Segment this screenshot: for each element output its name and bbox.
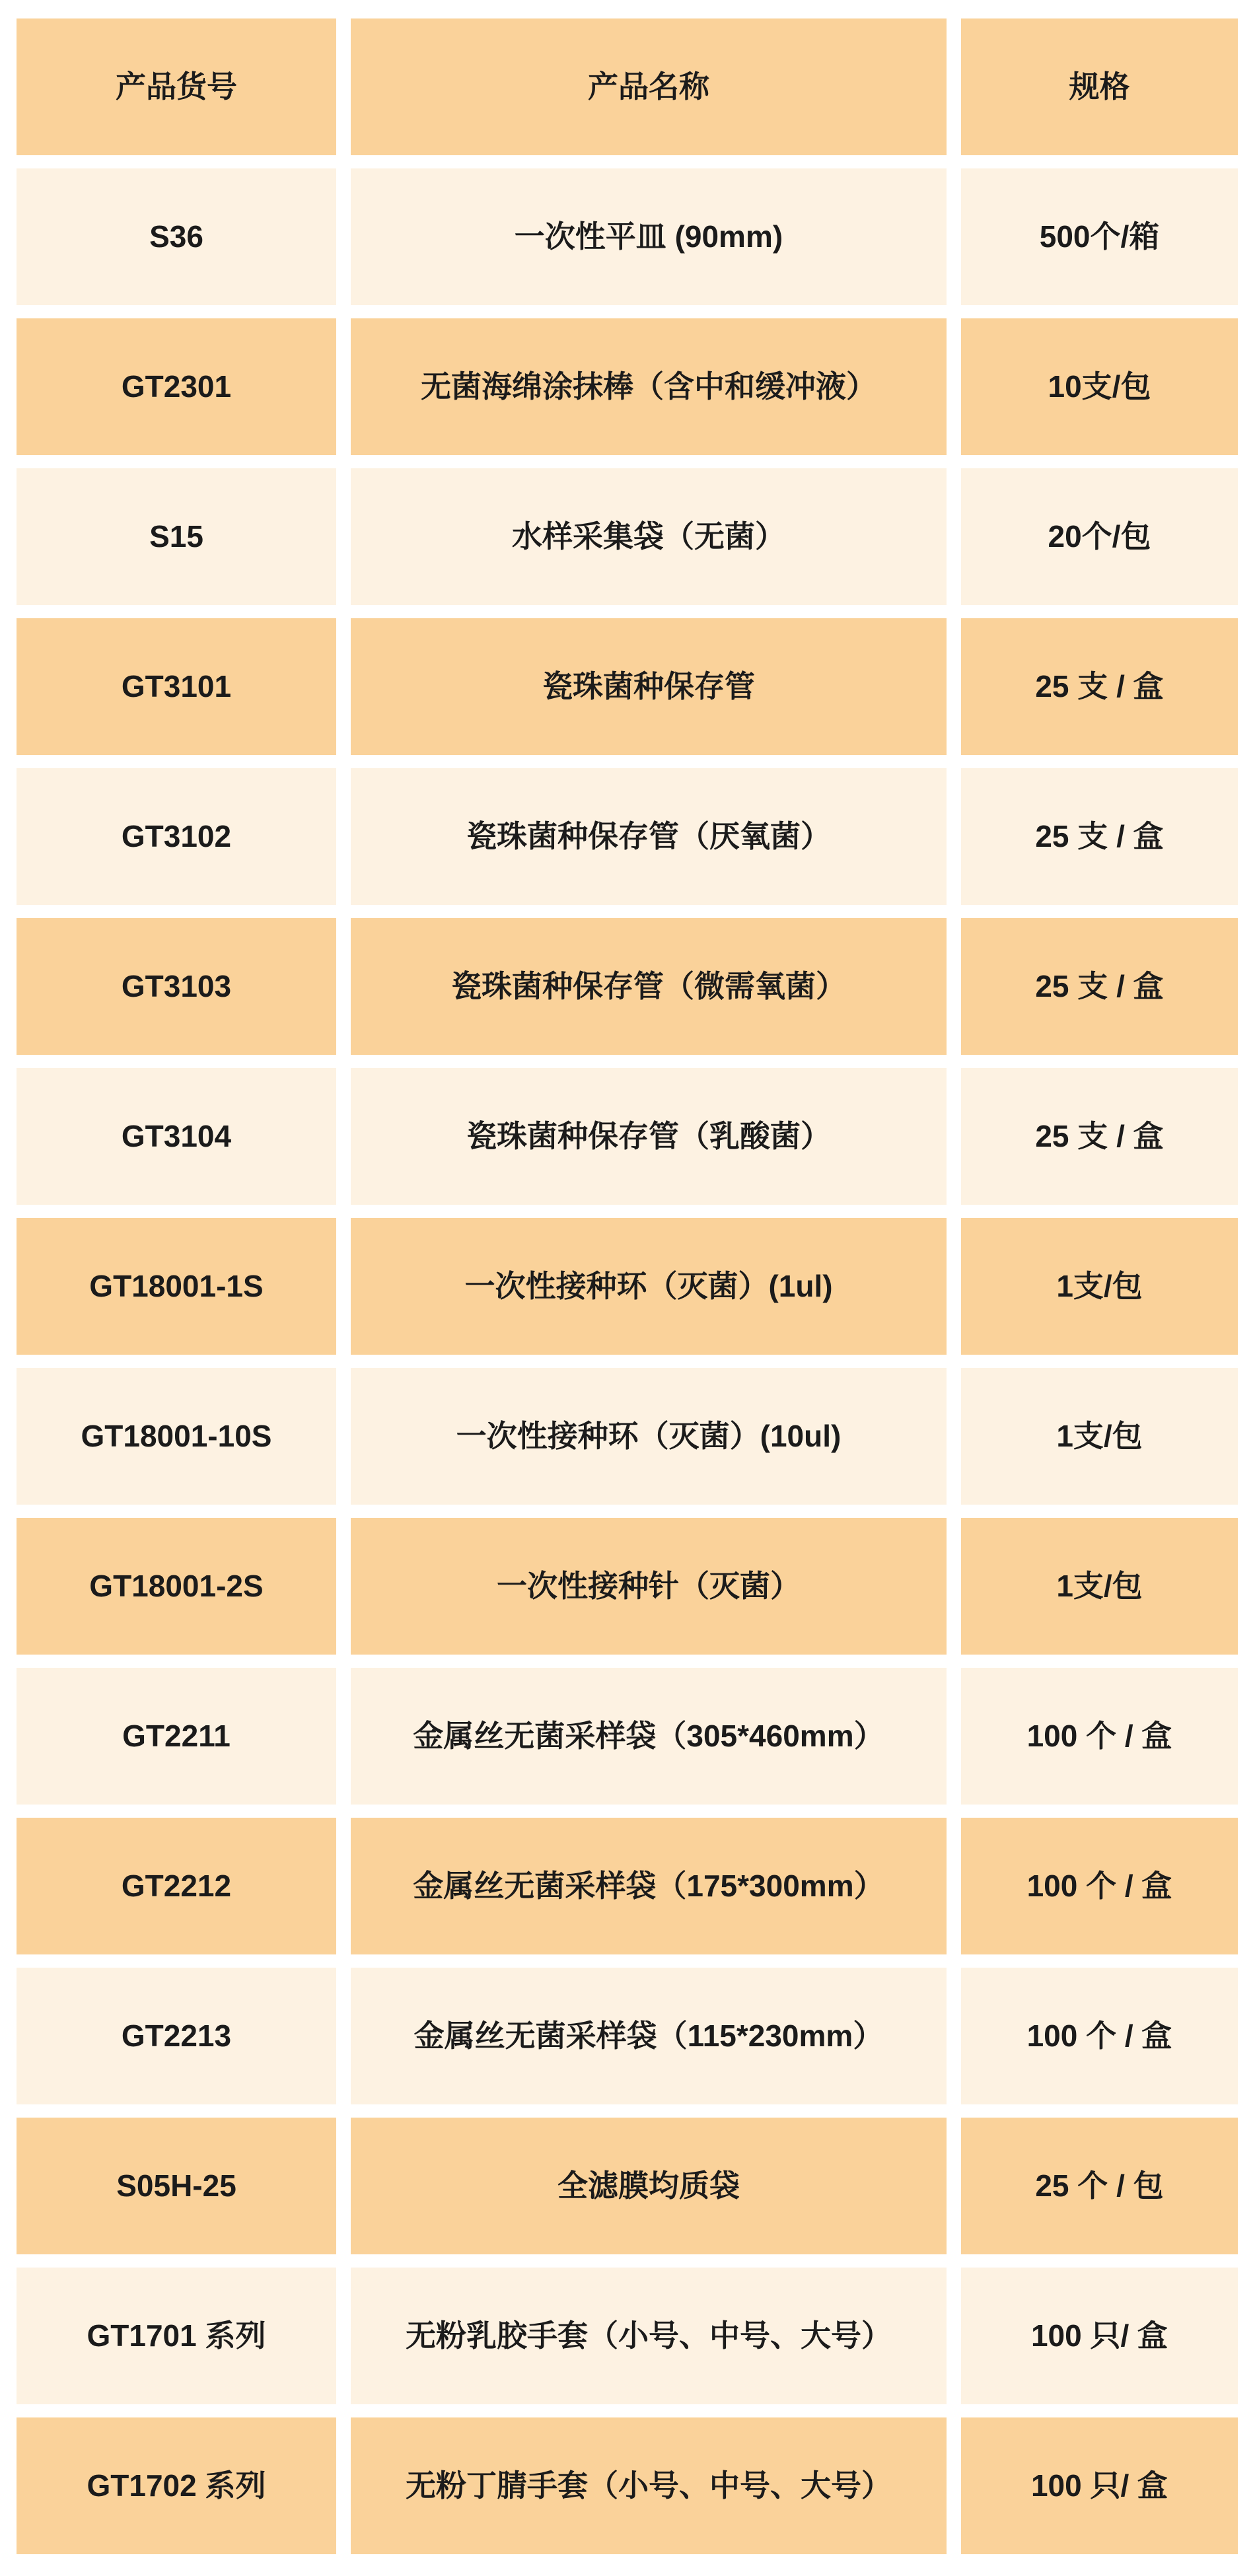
- cell-product-code: S15: [17, 468, 336, 605]
- cell-product-name: 一次性接种针（灭菌）: [351, 1518, 947, 1655]
- cell-product-code: GT3104: [17, 1068, 336, 1205]
- cell-product-name: 金属丝无菌采样袋（115*230mm）: [351, 1968, 947, 2104]
- cell-spec: 25 支 / 盒: [961, 1068, 1238, 1205]
- cell-product-name: 一次性接种环（灭菌）(1ul): [351, 1218, 947, 1355]
- cell-product-name: 瓷珠菌种保存管（微需氧菌）: [351, 918, 947, 1055]
- cell-spec: 100 个 / 盒: [961, 1668, 1238, 1805]
- cell-product-code: GT1701 系列: [17, 2268, 336, 2404]
- header-cell-product-name: 产品名称: [351, 18, 947, 155]
- cell-spec: 1支/包: [961, 1368, 1238, 1505]
- cell-product-code: GT2211: [17, 1668, 336, 1805]
- cell-product-code: GT18001-1S: [17, 1218, 336, 1355]
- cell-product-name: 瓷珠菌种保存管: [351, 618, 947, 755]
- cell-product-code: GT2301: [17, 318, 336, 455]
- cell-product-name: 无粉乳胶手套（小号、中号、大号）: [351, 2268, 947, 2404]
- cell-spec: 25 支 / 盒: [961, 768, 1238, 905]
- cell-product-name: 无菌海绵涂抹棒（含中和缓冲液）: [351, 318, 947, 455]
- cell-product-code: GT3102: [17, 768, 336, 905]
- cell-product-code: GT2213: [17, 1968, 336, 2104]
- cell-product-code: GT3101: [17, 618, 336, 755]
- cell-spec: 10支/包: [961, 318, 1238, 455]
- cell-spec: 1支/包: [961, 1218, 1238, 1355]
- cell-product-code: S05H-25: [17, 2118, 336, 2254]
- cell-spec: 20个/包: [961, 468, 1238, 605]
- cell-spec: 100 个 / 盒: [961, 1818, 1238, 1954]
- cell-product-code: GT3103: [17, 918, 336, 1055]
- cell-product-name: 金属丝无菌采样袋（305*460mm）: [351, 1668, 947, 1805]
- cell-spec: 100 只/ 盒: [961, 2417, 1238, 2554]
- header-cell-product-code: 产品货号: [17, 18, 336, 155]
- cell-product-name: 一次性接种环（灭菌）(10ul): [351, 1368, 947, 1505]
- cell-product-name: 水样采集袋（无菌）: [351, 468, 947, 605]
- cell-product-code: S36: [17, 168, 336, 305]
- cell-product-name: 无粉丁腈手套（小号、中号、大号）: [351, 2417, 947, 2554]
- cell-spec: 1支/包: [961, 1518, 1238, 1655]
- cell-spec: 25 支 / 盒: [961, 918, 1238, 1055]
- header-cell-spec: 规格: [961, 18, 1238, 155]
- cell-spec: 500个/箱: [961, 168, 1238, 305]
- cell-spec: 100 个 / 盒: [961, 1968, 1238, 2104]
- cell-product-name: 全滤膜均质袋: [351, 2118, 947, 2254]
- cell-product-name: 金属丝无菌采样袋（175*300mm）: [351, 1818, 947, 1954]
- cell-product-code: GT1702 系列: [17, 2417, 336, 2554]
- cell-spec: 25 个 / 包: [961, 2118, 1238, 2254]
- cell-product-name: 瓷珠菌种保存管（乳酸菌）: [351, 1068, 947, 1205]
- cell-product-name: 一次性平皿 (90mm): [351, 168, 947, 305]
- cell-spec: 25 支 / 盒: [961, 618, 1238, 755]
- product-spec-table: [17, 18, 1238, 2554]
- cell-product-name: 瓷珠菌种保存管（厌氧菌）: [351, 768, 947, 905]
- cell-product-code: GT2212: [17, 1818, 336, 1954]
- cell-product-code: GT18001-2S: [17, 1518, 336, 1655]
- cell-product-code: GT18001-10S: [17, 1368, 336, 1505]
- cell-spec: 100 只/ 盒: [961, 2268, 1238, 2404]
